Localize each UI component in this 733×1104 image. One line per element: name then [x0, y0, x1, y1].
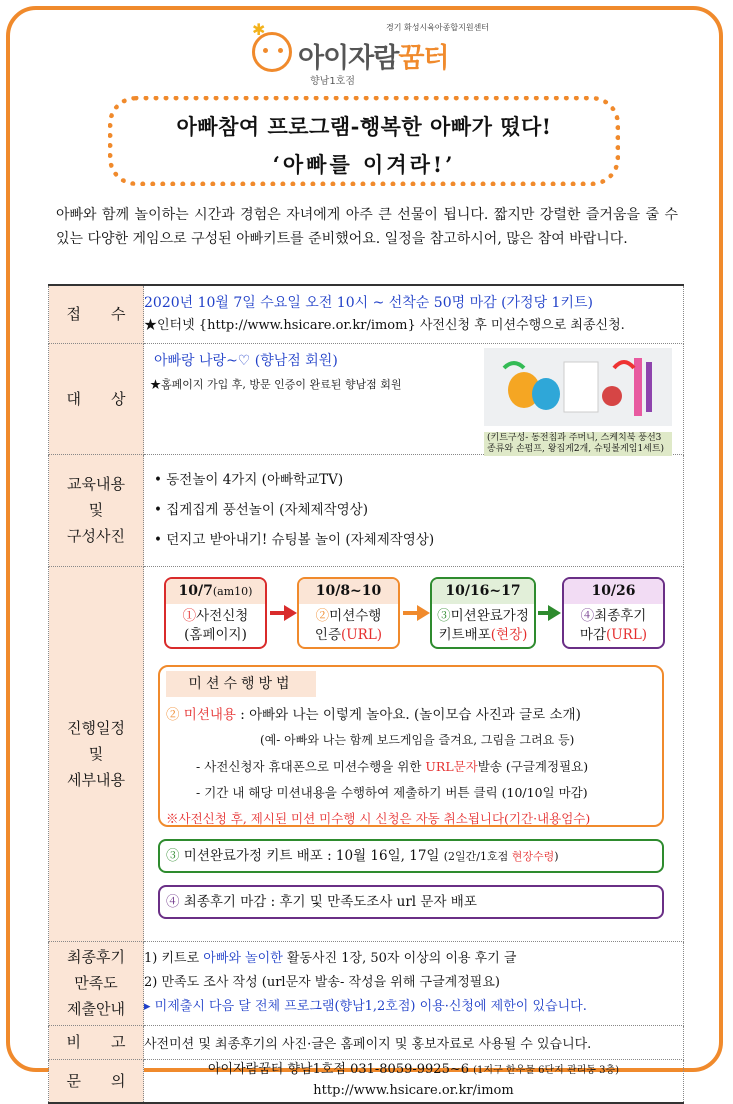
- logo-org: 경기 화성시육아종합지원센터: [386, 23, 490, 32]
- row-schedule: [49, 566, 684, 941]
- kit-distribution-box: ③ 미션완료가정 키트 배포 : 10월 16일, 17일 (2일간/1호점 현장수령): [158, 839, 664, 873]
- logo-face-icon: [252, 32, 292, 72]
- star-icon: ✱: [252, 20, 266, 39]
- note-label: 비 고: [49, 1025, 144, 1059]
- row-review: 최종후기 만족도 제출안내 1) 키트로 아빠와 놀이한 활동사진 1장, 50자 이상의 이용 후기 글 2) 만족도 조사 작성 (url문자 발송- 작성을 위해 구글계정필요) ▸ 미제출시 다음 달 전체 프로그램(향남1,2호점) 이용·신청에 제한이 있습니다.: [49, 941, 684, 1025]
- step-4: 10/26 ④최종후기 마감(URL): [562, 577, 665, 649]
- reception-date: 2020년 10월 7일 수요일 오전 10시 ~ 선착순 50명 마감 (가정당 1키트): [144, 295, 593, 312]
- review-label3: 제출안내: [67, 1000, 125, 1018]
- list-item: • 던지고 받아내기! 슈팅볼 놀이 (자체제작영상): [154, 532, 435, 548]
- reception-note: ★인터넷 {http://www.hsicare.or.kr/imom} 사전신청 후 미션수행으로 최종신청.: [144, 318, 625, 334]
- step-1: 10/7(am10) ①사전신청 (홈페이지): [164, 577, 267, 649]
- kit-photo: [484, 348, 672, 454]
- logo-branch: 향남1호점: [310, 76, 356, 87]
- education-label1: 교육내용: [67, 475, 125, 493]
- title-box: [108, 96, 620, 186]
- contact-label: 문 의: [49, 1059, 144, 1103]
- kit-caption: (키트구성- 동전칩과 주머니, 스케치북 풍선3종류와 손펌프, 왕집게2개, 슈팅볼게임1세트): [484, 432, 672, 456]
- title-line2: ‘아빠를 이겨라!’: [272, 152, 456, 177]
- review-label1: 최종후기: [67, 948, 125, 966]
- arrow-icon: [417, 605, 430, 621]
- title-line1: 아빠참여 프로그램-행복한 아빠가 떴다!: [176, 114, 552, 139]
- intro-text: 아빠와 함께 놀이하는 시간과 경험은 자녀에게 아주 큰 선물이 됩니다. 짧지만 강렬한 즐거움을 줄 수 있는 다양한 게임으로 구성된 아빠키트를 준비했어요. 일정을 참고하시어, 많은 참여 바랍니다.: [56, 207, 678, 247]
- kit-image: [484, 348, 672, 426]
- contact-url[interactable]: http://www.hsicare.or.kr/imom: [313, 1083, 514, 1099]
- education-label2: 및: [88, 501, 104, 519]
- schedule-label1: 진행일정: [67, 718, 125, 737]
- row-education: [49, 454, 684, 566]
- schedule-label3: 세부내용: [67, 770, 125, 789]
- row-note: [49, 1025, 684, 1059]
- row-target: [49, 343, 684, 454]
- education-label3: 구성사진: [67, 527, 125, 545]
- step-2: 10/8~10 ②미션수행 인증(URL): [297, 577, 400, 649]
- info-table: [48, 284, 684, 1104]
- note-text: 사전미션 및 최종후기의 사진·글은 홈페이지 및 홍보자료로 사용될 수 있습니다.: [144, 1025, 684, 1059]
- arrow-icon: [548, 605, 561, 621]
- list-item: • 집게집게 풍선놀이 (자체제작영상): [154, 502, 368, 518]
- target-label: 대 상: [49, 343, 144, 454]
- row-contact: 문 의 아이자람꿈터 향남1호점 031-8059-9925~6 (1지구 한우물 6단지 관리동 3층) http://www.hsicare.or.kr/imom: [49, 1059, 684, 1103]
- reception-label: 접 수: [49, 285, 144, 343]
- arrow-icon: [284, 605, 297, 621]
- mission-tab: 미션수행방법: [166, 671, 316, 697]
- education-list: [144, 461, 683, 559]
- logo: [252, 20, 492, 87]
- review-label2: 만족도: [74, 974, 118, 992]
- mission-box: 미션수행방법 ② 미션내용 : 아빠와 나는 이렇게 놀아요. (놀이모습 사진과 글로 소개) (예- 아빠와 나는 함께 보드게임을 즐겨요, 그림을 그려요 등) - 사전신청자 휴대폰으로 미션수행을 위한 URL문자발송 (구글계정필요) - 기간 내 해당 미션내용을 수행하여 제출하기 버튼 클릭 (10/10일 마감) ※사전신청 후, 제시된 미션 미수행 시 신청은 자동 취소됩니다(기간·내용엄수): [158, 665, 664, 827]
- step-3: 10/16~17 ③미션완료가정 키트배포(현장): [430, 577, 536, 649]
- schedule-label2: 및: [88, 744, 104, 763]
- target-line2: ★홈페이지 가입 후, 방문 인증이 완료된 향남점 회원: [150, 377, 402, 391]
- list-item: • 동전놀이 4가지 (아빠학교TV): [154, 472, 344, 488]
- final-review-box: ④ 최종후기 마감 : 후기 및 만족도조사 url 문자 배포: [158, 885, 664, 919]
- row-reception: [49, 285, 684, 343]
- target-line1: 아빠랑 나랑~♡ (향남점 회원): [154, 352, 338, 369]
- logo-name: 아이자람꿈터: [298, 43, 449, 74]
